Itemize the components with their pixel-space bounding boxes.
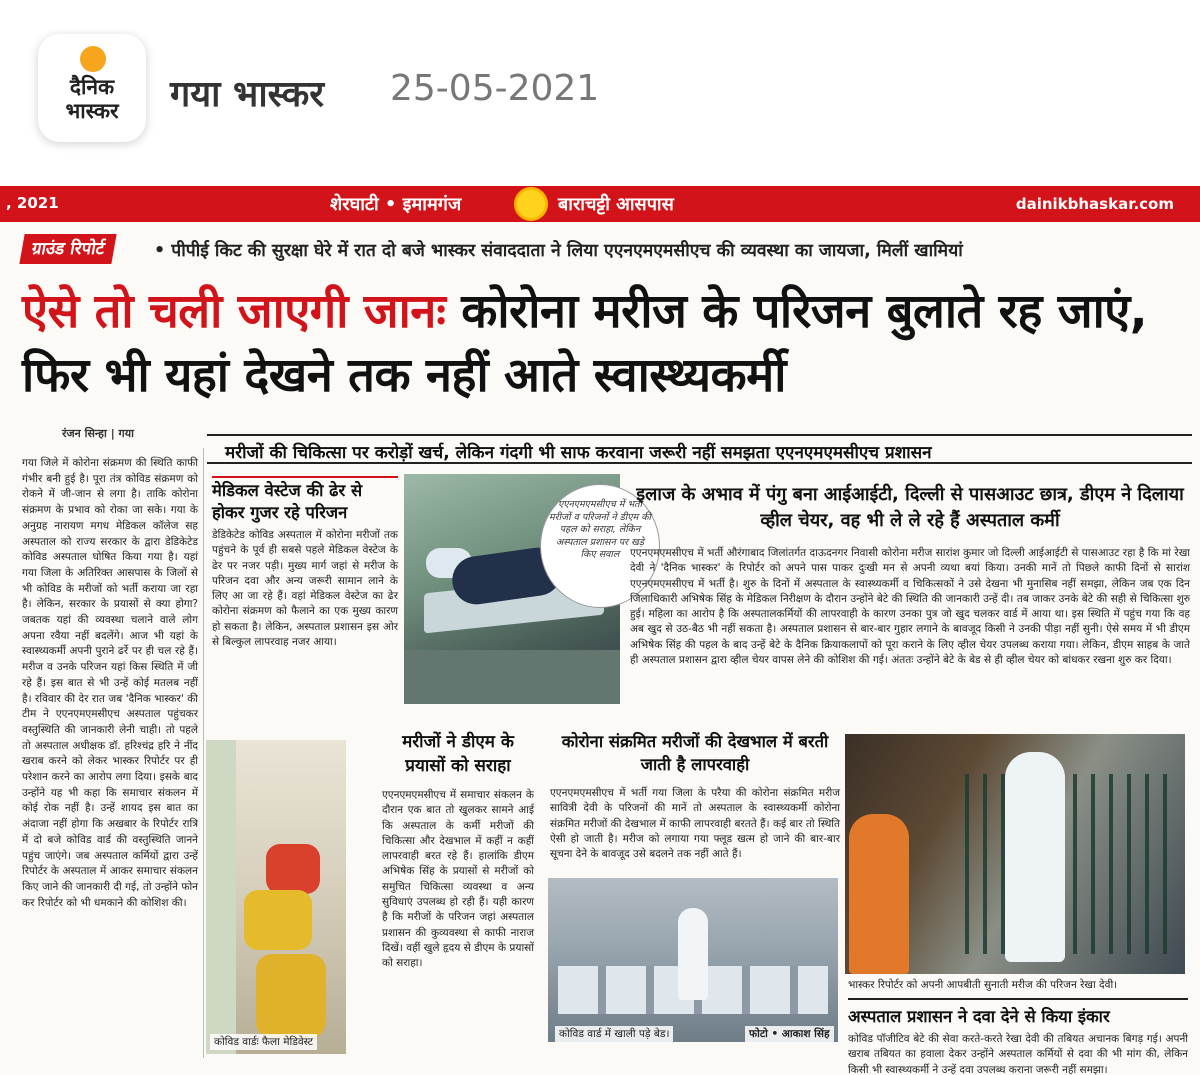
sun-icon [514,187,548,221]
story-heading: इलाज के अभाव में पंगु बना आईआईटी, दिल्ली से पासआउट छात्र, डीएम ने दिलाया व्हील चेयर, वह भी ले ले रहे हैं अस्पताल कर्मी [636,484,1184,531]
photo-credit: फोटो • आकाश सिंह [745,1026,834,1042]
sun-icon [80,46,106,72]
story-iit-student [630,482,1190,668]
logo-text-line2: भास्कर [65,99,119,123]
story-text: कोविड पॉजीटिव बेटे की सेवा करते-करते रेखा देवी की तबियत अचानक बिगड़ गई। अपनी खराब तबियत का हवाला देकर उन्होंने अस्पताल कर्मियों से दवा की भी मांग की, लेकिन किसी भी स्वास्थ्यकर्मी ने उन्हें दवा उपलब्ध कराना जरूरी नहीं समझा। [848,1033,1188,1075]
story-medicine-denied [848,998,1188,1075]
story-heading: मरीजों ने डीएम के प्रयासों को सराहा [402,732,514,776]
app-header [0,0,1200,178]
edition-title: गया भास्कर [170,74,325,115]
ground-report-badge: ग्राउंड रिपोर्ट [19,234,117,264]
edition-date: 25-05-2021 [390,68,600,109]
story-text: डेडिकेटेड कोविड अस्पताल में कोरोना मरीजों तक पहुंचने के पूर्व ही सबसे पहले मेडिकल वेस्टेज के ढेर पर नजर पड़ी। मुख्य मार्ग जहां से मरीज के परिजन दवा और अन्य जरूरी सामान लाने के लिए आ जा रहे हैं। वहां मेडिकल वेस्टेज का ढेर कोरोना संक्रमण को फैलाने का एक मुख्य कारण हो सकता है। लेकिन, अस्पताल प्रशासन इस ओर से बिल्कुल लापरवाह नजर आया। [212,529,398,649]
headline-red: ऐसे तो चली जाएगी जानः [22,284,446,339]
story-medical-waste [212,476,398,650]
subheadline: मरीजों की चिकित्सा पर करोड़ों खर्च, लेकिन गंदगी भी साफ करवाना जरूरी नहीं समझता एएनएमएमसीएच प्रशासन [225,443,932,463]
story-heading: मेडिकल वेस्टेज की ढेर से होकर गुजर रहे परिजन [212,476,398,524]
newspaper-page [0,186,1200,1075]
byline: रंजन सिन्हा | गया [62,427,134,440]
section-bar [0,186,1200,222]
year-fragment: , 2021 [6,194,59,212]
tagline-row [22,234,1192,266]
story-text: एएनएमएमसीएच में समाचार संकलन के दौरान एक बात तो खुलकर सामने आई कि अस्पताल के कर्मी मरीजों की चिकित्सा और देखभाल में कहीं न कहीं लापरवाही बरत रहे हैं। हालांकि डीएम अभिषेक सिंह के प्रयासों से मरीजों को समुचित चिकित्सा व्यवस्था व अन्य सुविधाएं उपलब्ध हो रही हैं। यही कारण है कि मरीजों के परिजन जहां अस्पताल प्रशासन की कुव्यवस्था से काफी नाराज दिखें। वहीं खुले हृदय से डीएम के प्रयासों को सराहा। [382,789,534,970]
lead-story-text: गया जिले में कोरोना संक्रमण की स्थिति काफी गंभीर बनी हुई है। पूरा तंत्र कोविड संक्रमण को रोकने में जी-जान से लगा है। ताकि कोरोना संक्रमण के प्रभाव को रोका जा सके। गया के अनुग्रह नारायण मगध मेडिकल कॉलेज सह अस्पताल को राज्य सरकार के द्वारा डेडिकेटेड कोविड अस्पताल घोषित किया गया है। यहां गया जिला के अतिरिक्त आसपास के जिलों से भी कोविड के मरीजों को भर्ती कराया जा रहा है। लेकिन, सरकार के प्रयासों से क्या होगा? जबतक यहां की व्यवस्था चलाने वाले लोग अपना रवैया नहीं बदलेंगे। आज भी यहां के स्वास्थ्यकर्मी अपनी पुराने ढर्रे पर ही चल रहे हैं। मरीज व उनके परिजन यहां किस स्थिति में जी रहे हैं। इस बात से भी उन्हें कोई मतलब नहीं है। रविवार की देर रात जब 'दैनिक भास्कर' की टीम ने एएनएमएमसीएच अस्पताल पहुंचकर वस्तुस्थिति की जानकारी लेनी चाही। तो पहले तो अस्पताल अधीक्षक डॉ. हरिश्चंद्र हरि ने नींद खराब करने को लेकर भास्कर रिपोर्टर पर ही परेशान करने का आरोप लगा दिया। इसके बाद उन्होंने यह भी कहा कि समाचार संकलन में कोई रोक नहीं है। उन्हें शायद इस बात का अंदाजा नहीं होगा कि अखबार के रिपोर्टर रात्रि में दो बजे कोविड वार्ड की वस्तुस्थिति जानने पहुंच जाएंगे। जब अस्पताल कर्मियों द्वारा उन्हें रिपोर्टर के अस्पताल में आकर समाचार संकलन किए जाने की जानकारी दी गई, तो उन्होंने फोन कर रिपोर्टर को भी धमकाने की कोशिश की। [22,457,198,909]
subheadline-bar [207,434,1192,464]
story-text: एएनएमएमसीएच में भर्ती गया जिला के परैया की कोरोना संक्रमित मरीज सावित्री देवी के परिजनों की मानें तो अस्पताल के स्वास्थ्यकर्मी कोरोना संक्रमित मरीजों की देखभाल में काफी लापरवाही बरतते हैं। कई बार तो स्थिति ऐसी हो जाती है। मरीज को लगाया गया फ्लूड खत्म हो जाने की बार-बार सूचना देने के बावजूद उसे बदलने तक नहीं आते हैं। [550,787,840,861]
pull-quote-circle: एएनएमएमसीएच में भर्ती मरीजों व परिजनों ने डीएम की पहल को सराहा, लेकिन अस्पताल प्रशासन पर खड़े किए सवाल [540,484,660,608]
reporter-interview-photo [845,734,1185,974]
photo-caption: कोविड वार्डः फैला मेडिवेस्ट [210,1034,317,1050]
site-url: dainikbhaskar.com [1015,195,1174,213]
story-dm-praise [382,730,534,972]
empty-beds-photo [548,878,838,1042]
tagline-text: • पीपीई किट की सुरक्षा घेरे में रात दो बजे भास्कर संवाददाता ने लिया एएनएमएमसीएच की व्यवस्था का जायजा, मिलीं खामियां [154,241,963,261]
story-heading: कोरोना संक्रमित मरीजों की देखभाल में बरती जाती है लापरवाही [561,732,829,774]
main-headline [22,280,1192,408]
section-left: शेरघाटी • इमामगंज [330,194,462,215]
medical-waste-photo [206,740,346,1054]
headline-black: कोरोना मरीज के परिजन बुलाते रह जाएं, फिर भी यहां देखने तक नहीं आते स्वास्थ्यकर्मी [22,284,1148,403]
story-text: एएनएमएमसीएच में भर्ती औरंगाबाद जिलांतर्गत दाऊदनगर निवासी कोरोना मरीज सारांश कुमार जो दिल्ली आईआईटी से पासआउट रहा है कि मां रेखा देवी ने 'दैनिक भास्कर' के रिपोर्टर को अपने पास पाकर दुःखी मन से अपनी व्यथा बयां किया। उनकी मानें तो पिछले काफी दिनों से सारांश एएनएमएमसीएच में भर्ती है। शुरु के दिनों में अस्पताल के स्वास्थ्यकर्मी व चिकित्सकों ने उसे देखना भी मुनासिब नहीं समझा, लेकिन जब एक दिन जिलाधिकारी अभिषेक सिंह के मेडिकल निरीक्षण के दौरान उन्होंने बेटे की स्थिति की जानकारी उन्हें दी। तब जाकर उनके बेटे की सही से चिकित्सा शुरु हुई। महिला का आरोप है कि अस्पतालकर्मियों की लापरवाही के कारण उनका पुत्र जो खुद चलकर वार्ड में आया था। इस स्थिति में पहुंच गया कि वह अब खुद से उठ-बैठ भी नहीं सकता है। अस्पताल प्रशासन से बार-बार गुहार लगाने के बावजूद किसी ने उनकी पीड़ा नहीं सुनी। ऐसे समय में भी डीएम अभिषेक सिंह की पहल के बाद उन्हें बेटे के दैनिक क्रियाकलापों को पूरा कराने के लिए व्हील चेयर उपलब्ध कराया गया। लेकिन, डीएम साहब के जाते ही अस्पताल प्रशासन द्वारा व्हील चेयर वापस लेने की कोशिश की गई। अंततः उन्होंने बेटे के बेड से ही व्हील चेयर को बांधकर रखना शुरु कर दिया। [630,547,1190,667]
dainik-bhaskar-logo[interactable] [38,34,146,142]
logo-text-line1: दैनिक [69,75,115,99]
photo-caption: कोविड वार्ड में खाली पड़े बेड। [555,1026,673,1042]
story-negligence [550,730,840,862]
photo-caption: भास्कर रिपोर्टर को अपनी आपबीती सुनाती मरीज की परिजन रेखा देवी। [848,979,1118,991]
story-heading: अस्पताल प्रशासन ने दवा देने से किया इंकार [848,1007,1110,1026]
column-divider [203,448,204,1058]
section-right: बाराचट्टी आसपास [558,194,674,215]
